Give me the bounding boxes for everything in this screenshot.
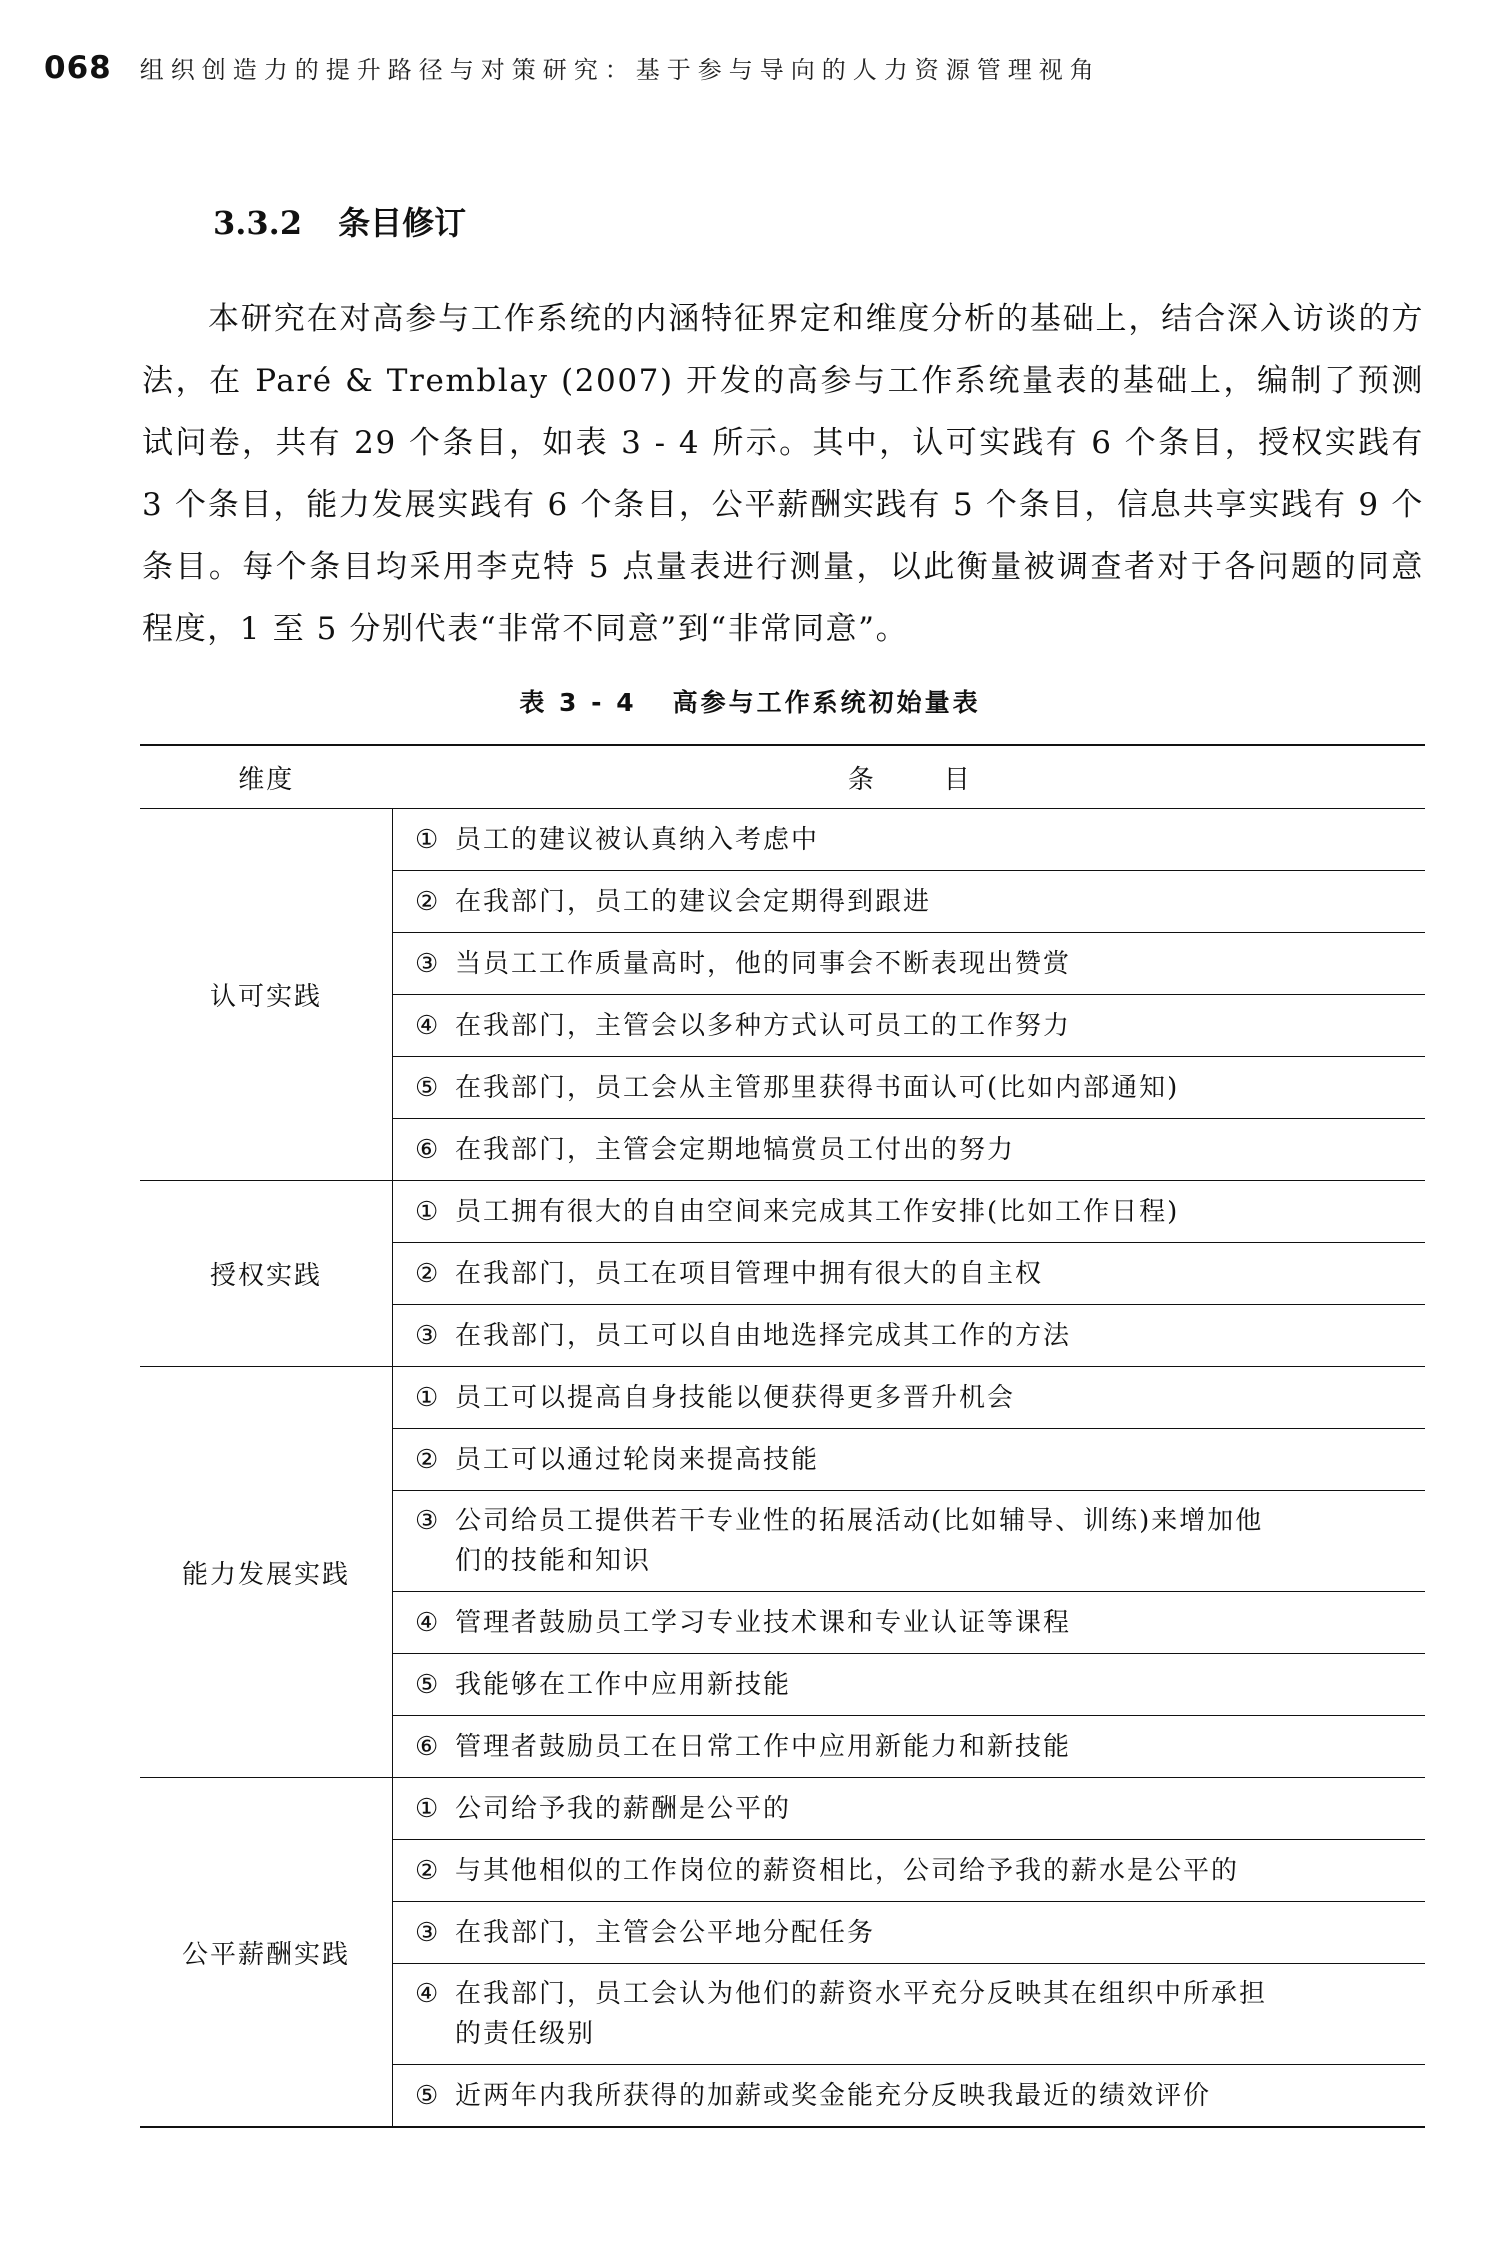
table-row <box>140 1181 1425 1243</box>
item-text: 我能够在工作中应用新技能 <box>455 1669 792 1700</box>
header-item-char-2: 目 <box>943 764 970 795</box>
header-dimension: 维度 <box>238 764 295 795</box>
item-text: 在我部门，员工会从主管那里获得书面认可(比如内部通知) <box>455 1072 1180 1103</box>
item-cell <box>393 1964 1426 2065</box>
item-text: 在我部门，主管会定期地犒赏员工付出的努力 <box>455 1134 1016 1165</box>
item-cell <box>393 933 1426 995</box>
item-number: ⑤ <box>415 1669 441 1700</box>
dimension-cell: 能力发展实践 <box>140 1367 393 1778</box>
table-header-row <box>140 745 1425 809</box>
section-number: 3.3.2 <box>213 204 303 242</box>
item-text: 员工拥有很大的自由空间来完成其工作安排(比如工作日程) <box>455 1196 1180 1227</box>
item-number: ⑤ <box>415 2080 441 2111</box>
item-number: ③ <box>415 1917 441 1948</box>
item-cell <box>393 1243 1426 1305</box>
item-number: ① <box>415 1196 441 1227</box>
item-text: 员工可以通过轮岗来提高技能 <box>455 1444 820 1475</box>
table-row <box>140 1367 1425 1429</box>
item-text-continued: 们的技能和知识 <box>455 1546 652 1576</box>
item-text: 公司给员工提供若干专业性的拓展活动(比如辅导、训练)来增加他 <box>455 1506 1264 1536</box>
item-cell <box>393 1716 1426 1778</box>
item-cell <box>393 1902 1426 1964</box>
item-cell <box>393 1778 1426 1840</box>
item-cell <box>393 1367 1426 1429</box>
table-group-fair-pay <box>140 1778 1425 2128</box>
table-row <box>140 1778 1425 1840</box>
table-group-empowerment <box>140 1181 1425 1367</box>
dimension-cell: 公平薪酬实践 <box>140 1778 393 2128</box>
item-cell <box>393 1491 1426 1592</box>
header-item <box>393 745 1426 809</box>
item-number: ② <box>415 1855 441 1886</box>
section-title: 条目修订 <box>338 204 467 242</box>
table-group-recognition <box>140 809 1425 1181</box>
item-number: ⑥ <box>415 1134 441 1165</box>
item-number: ② <box>415 1258 441 1289</box>
item-cell <box>393 1840 1426 1902</box>
item-cell <box>393 2065 1426 2128</box>
item-number: ② <box>415 1444 441 1475</box>
section-heading <box>213 198 466 244</box>
item-text: 在我部门，员工可以自由地选择完成其工作的方法 <box>455 1320 1072 1351</box>
item-number: ① <box>415 1382 441 1413</box>
item-text: 在我部门，员工在项目管理中拥有很大的自主权 <box>455 1258 1044 1289</box>
item-cell <box>393 1057 1426 1119</box>
item-number: ③ <box>415 1506 441 1536</box>
table-group-development <box>140 1367 1425 1778</box>
scale-table <box>140 744 1425 2128</box>
table-caption <box>0 683 1500 719</box>
item-text: 员工可以提高自身技能以便获得更多晋升机会 <box>455 1382 1016 1413</box>
running-header <box>44 50 1460 100</box>
item-cell <box>393 1305 1426 1367</box>
item-cell <box>393 1119 1426 1181</box>
item-number: ③ <box>415 948 441 979</box>
item-text: 管理者鼓励员工学习专业技术课和专业认证等课程 <box>455 1607 1072 1638</box>
item-number: ② <box>415 886 441 917</box>
table-caption-label: 表 3 - 4 <box>519 688 637 717</box>
item-text: 在我部门，主管会公平地分配任务 <box>455 1917 876 1948</box>
book-title: 组织创造力的提升路径与对策研究：基于参与导向的人力资源管理视角 <box>139 56 1101 84</box>
table-row <box>140 809 1425 871</box>
item-text: 近两年内我所获得的加薪或奖金能充分反映我最近的绩效评价 <box>455 2080 1212 2111</box>
item-cell <box>393 1181 1426 1243</box>
item-text: 在我部门，员工的建议会定期得到跟进 <box>455 886 932 917</box>
item-text: 当员工工作质量高时，他的同事会不断表现出赞赏 <box>455 948 1072 979</box>
item-number: ③ <box>415 1320 441 1351</box>
item-text-continued: 的责任级别 <box>455 2019 596 2049</box>
item-text: 管理者鼓励员工在日常工作中应用新能力和新技能 <box>455 1731 1072 1762</box>
item-text: 与其他相似的工作岗位的薪资相比，公司给予我的薪水是公平的 <box>455 1855 1240 1886</box>
item-cell <box>393 1654 1426 1716</box>
item-number: ⑥ <box>415 1731 441 1762</box>
page-number: 068 <box>44 50 112 86</box>
dimension-cell: 授权实践 <box>140 1181 393 1367</box>
item-number: ④ <box>415 1010 441 1041</box>
header-item-char-1: 条 <box>847 764 874 795</box>
item-number: ④ <box>415 1607 441 1638</box>
table-caption-title: 高参与工作系统初始量表 <box>672 688 981 717</box>
item-cell <box>393 1592 1426 1654</box>
item-text: 公司给予我的薪酬是公平的 <box>455 1793 792 1824</box>
item-number: ① <box>415 824 441 855</box>
item-number: ① <box>415 1793 441 1824</box>
item-text: 员工的建议被认真纳入考虑中 <box>455 824 820 855</box>
item-cell <box>393 809 1426 871</box>
item-text: 在我部门，主管会以多种方式认可员工的工作努力 <box>455 1010 1072 1041</box>
item-cell <box>393 1429 1426 1491</box>
item-number: ⑤ <box>415 1072 441 1103</box>
body-paragraph: 本研究在对高参与工作系统的内涵特征界定和维度分析的基础上，结合深入访谈的方法，在 Paré & Tremblay (2007) 开发的高参与工作系统量表的基础上，编制了预测试问卷，共有 29 个条目，如表 3 - 4 所示。其中，认可实践有 6 个条目，授权实践有 3 个条目，能力发展实践有 6 个条目，公平薪酬实践有 5 个条目，信息共享实践有 9 个条目。每个条目均采用李克特 5 点量表进行测量，以此衡量被调查者对于各问题的同意程度，1 至 5 分别代表“非常不同意”到“非常同意”。 <box>142 301 1424 647</box>
dimension-cell: 认可实践 <box>140 809 393 1181</box>
item-number: ④ <box>415 1979 441 2009</box>
item-cell <box>393 871 1426 933</box>
item-text: 在我部门，员工会认为他们的薪资水平充分反映其在组织中所承担 <box>455 1979 1268 2009</box>
item-cell <box>393 995 1426 1057</box>
